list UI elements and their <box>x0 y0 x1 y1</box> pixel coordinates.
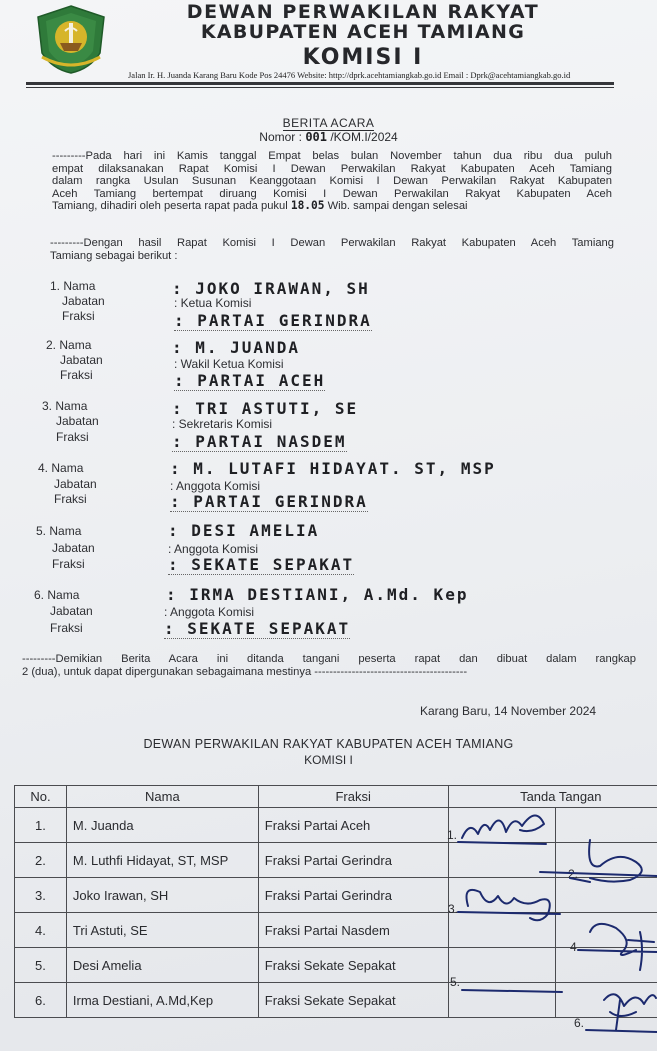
row-no: 6. <box>15 983 67 1018</box>
member-3-position: : Sekretaris Komisi <box>172 417 273 431</box>
row-fraksi: Fraksi Sekate Sepakat <box>258 948 448 983</box>
sig-number-4: 4. <box>570 940 581 954</box>
doc-title: BERITA ACARA <box>282 116 375 130</box>
row-fraksi: Fraksi Partai Gerindra <box>258 878 448 913</box>
member-1-position-label: Jabatan <box>62 294 105 308</box>
member-1-name: : JOKO IRAWAN, SH <box>172 279 370 298</box>
member-3-faction-label: Fraksi <box>56 430 89 444</box>
doc-number-handwritten: 001 <box>305 130 327 144</box>
row-fraksi: Fraksi Partai Gerindra <box>258 843 448 878</box>
row-nama: M. Juanda <box>66 808 258 843</box>
meeting-time-handwritten: 18.05 <box>290 200 325 213</box>
signature-6 <box>586 994 657 1032</box>
header-no: No. <box>15 786 67 808</box>
member-2-name-label: 2. Nama <box>46 338 92 352</box>
member-3-name: : TRI ASTUTI, SE <box>172 399 359 418</box>
member-6-faction-label: Fraksi <box>50 621 83 635</box>
header-signature: Tanda Tangan <box>448 786 657 808</box>
row-no: 3. <box>15 878 67 913</box>
member-2-faction: : PARTAI ACEH <box>174 371 326 390</box>
member-4-name: : M. LUTAFI HIDAYAT. ST, MSP <box>170 459 496 478</box>
member-4-faction: : PARTAI GERINDRA <box>170 492 368 511</box>
member-3-faction: : PARTAI NASDEM <box>172 432 347 451</box>
member-2-faction-label: Fraksi <box>60 368 93 382</box>
member-2-position: : Wakil Ketua Komisi <box>174 357 284 371</box>
member-1-faction-label: Fraksi <box>62 309 95 323</box>
sig-number-2: 2. <box>568 867 579 881</box>
doc-number: Nomor : 001 /KOM.I/2024 <box>259 130 398 144</box>
sig-number-5: 5. <box>450 975 461 989</box>
regency-emblem-icon <box>30 3 112 75</box>
signature-4 <box>578 924 657 970</box>
signature-1 <box>458 815 546 844</box>
member-6-position: : Anggota Komisi <box>164 605 255 619</box>
header-nama: Nama <box>66 786 258 808</box>
row-nama: Irma Destiani, A.Md,Kep <box>66 983 258 1018</box>
place-date: Karang Baru, 14 November 2024 <box>420 704 597 718</box>
letterhead-rule-thick <box>26 82 614 85</box>
signature-commission: KOMISI I <box>304 753 353 767</box>
member-4-name-label: 4. Nama <box>38 461 84 475</box>
member-6-name: : IRMA DESTIANI, A.Md. Kep <box>166 585 469 604</box>
letterhead-line2: KABUPATEN ACEH TAMIANG <box>200 21 526 43</box>
member-2-name: : M. JUANDA <box>172 338 300 357</box>
row-fraksi: Fraksi Sekate Sepakat <box>258 983 448 1018</box>
signature-5 <box>462 990 562 992</box>
signature-institution: DEWAN PERWAKILAN RAKYAT KABUPATEN ACEH TAMIANG <box>143 737 514 751</box>
member-5-name-label: 5. Nama <box>36 524 82 538</box>
sig-number-6: 6. <box>574 1016 585 1030</box>
member-6-position-label: Jabatan <box>50 604 93 618</box>
member-5-faction: : SEKATE SEPAKAT <box>168 555 355 574</box>
member-5-name: : DESI AMELIA <box>168 521 320 540</box>
sig-number-1: 1. <box>447 828 458 842</box>
signature-2 <box>540 840 657 882</box>
closing-paragraph: ---------Demikian Berita Acara ini ditanda tangani peserta rapat dan dibuat dalam rangkap 2 (dua), untuk dapat dipergunakan sebagaimana mestinya ----------------------------------------- <box>22 653 636 678</box>
member-3-position-label: Jabatan <box>56 414 99 428</box>
row-nama: Tri Astuti, SE <box>66 913 258 948</box>
member-1-faction: : PARTAI GERINDRA <box>174 311 372 330</box>
result-paragraph: ---------Dengan hasil Rapat Komisi I Dewan Perwakilan Rakyat Kabupaten Aceh Tamiang Tamiang sebagai berikut : <box>50 237 614 262</box>
row-no: 4. <box>15 913 67 948</box>
member-4-faction-label: Fraksi <box>54 492 87 506</box>
member-3-name-label: 3. Nama <box>42 399 88 413</box>
signature-3 <box>458 890 560 920</box>
row-nama: Joko Irawan, SH <box>66 878 258 913</box>
row-no: 5. <box>15 948 67 983</box>
letterhead-rule-thin <box>26 87 614 88</box>
header-fraksi: Fraksi <box>258 786 448 808</box>
member-1-name-label: 1. Nama <box>50 279 96 293</box>
row-no: 2. <box>15 843 67 878</box>
member-5-position-label: Jabatan <box>52 541 95 555</box>
opening-paragraph: ---------Pada hari ini Kamis tanggal Empat belas bulan November tahun dua ribu dua puluh empat dilaksanakan Rapat Komisi I Dewan Perwakilan Rakyat Kabupaten Aceh Tamiang dalam rangka Usulan Susunan Keanggotaan Komisi I Dewan Perwakilan Rakyat Kabupaten Aceh Tamiang bertempat diruang Komisi I Dewan Perwakilan Rakyat Kabupaten Aceh Tamiang, dihadiri oleh peserta rapat pada pukul 18.05 Wib. sampai dengan selesai <box>52 150 612 213</box>
row-nama: Desi Amelia <box>66 948 258 983</box>
letterhead-line1: DEWAN PERWAKILAN RAKYAT <box>186 1 540 23</box>
member-5-faction-label: Fraksi <box>52 557 85 571</box>
member-4-position: : Anggota Komisi <box>170 479 261 493</box>
row-fraksi: Fraksi Partai Aceh <box>258 808 448 843</box>
member-6-name-label: 6. Nama <box>34 588 80 602</box>
row-fraksi: Fraksi Partai Nasdem <box>258 913 448 948</box>
member-5-position: : Anggota Komisi <box>168 542 259 556</box>
member-2-position-label: Jabatan <box>60 353 103 367</box>
signatures-overlay <box>440 800 657 1051</box>
member-6-faction: : SEKATE SEPAKAT <box>164 619 351 638</box>
sig-number-3: 3. <box>448 902 459 916</box>
letterhead-address: Jalan Ir. H. Juanda Karang Baru Kode Pos 24476 Website: http://dprk.acehtamiangkab.go.id Email : Dprk@acehtamiangkab.go.id <box>128 70 571 80</box>
row-nama: M. Luthfi Hidayat, ST, MSP <box>66 843 258 878</box>
letterhead-line3: KOMISI I <box>302 45 424 70</box>
member-1-position: : Ketua Komisi <box>174 296 252 310</box>
row-no: 1. <box>15 808 67 843</box>
member-4-position-label: Jabatan <box>54 477 97 491</box>
